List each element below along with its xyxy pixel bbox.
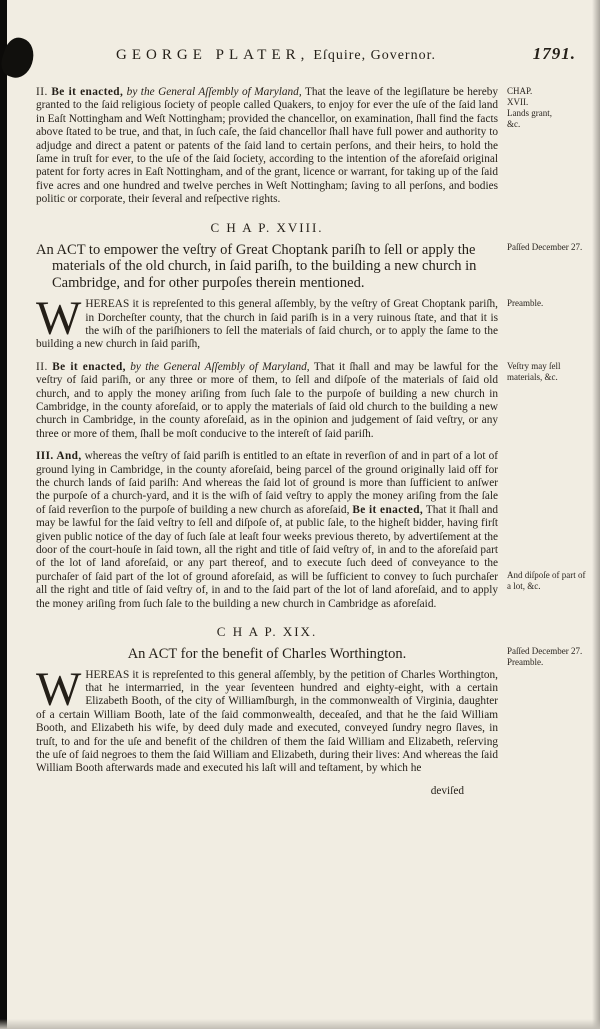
margin-note-passed-19 — [498, 646, 586, 668]
margin-line: CHAP. — [507, 86, 533, 96]
act-title-18: An ACT to empower the veſtry of Great Choptank pariſh to ſell or apply the materials of the old church, in ſaid pariſh, to the building a new church in Cambridge, and for other purpoſes therein mentioned. — [36, 241, 477, 291]
governor-title: Eſquire, Governor. — [313, 48, 436, 63]
margin-line: Lands grant, — [507, 108, 552, 118]
chap17-section2 — [36, 86, 498, 216]
scan-edge-bottom — [0, 1019, 600, 1029]
section-text: That it ſhall and may be lawful for the veſtry of ſaid pariſh, or any three or more of them, to ſell and diſpoſe of the materials of ſaid old church, and to apply the money ariſing from ſuch ſale to the purpoſe of building a new church in Cambridge, in the county aforeſaid, or to apply the materials of ſaid old church to the building a new church in Cambridge, in the county aforeſaid, as in the opinion and judgement of ſaid veſtry, or any three or more of them, ſhall be moſt conducive to the intereſt of ſaid pariſh. — [36, 360, 499, 440]
preamble-text: HEREAS it is repreſented to this general aſſembly, by the veſtry of Great Choptank pariſh, in Dorcheſter county, that the church in ſaid pariſh is in a very ruinous ſtate, and that it is the wiſh of the pariſhioners to ſell the materials of ſaid church, or to apply the ſame to the building a new church in ſaid pariſh, — [36, 298, 498, 351]
chap18-title-block — [36, 242, 498, 299]
assembly-phrase: by the General Aſſembly of Maryland, — [126, 86, 302, 98]
chap19-paragraph — [36, 662, 498, 776]
chap18-para3 — [36, 450, 498, 611]
margin-note-preamble-18 — [498, 298, 586, 309]
chap18-preamble — [36, 292, 498, 361]
chap17-para2 — [36, 86, 498, 207]
section-text-post: That it ſhall and may be lawful for the ſaid veſtry to ſell and diſpoſe of, at public ſale, to the higheſt bidder, having firſt given public notice of the day of ſuch ſale at leaſt four weeks previous thereto, by advertiſement at the door of the court-houſe in ſaid town, all the right and title of ſaid veſtry of, in and to the aforeſaid part of the lot of land aforeſaid, or any part thereof, and to execute ſuch deed of conveyance to the purchaſer of ſaid part of the lot of ground aforeſaid, as will be ſufficient to convey to ſuch purchaſer all the right and title of ſaid veſtry of, in and to the ſaid part of the lot of land aforeſaid, and to apply the money ariſing from ſuch ſale to the building a new church in Cambridge as aforeſaid. — [36, 503, 499, 610]
margin-note-passed-18 — [498, 242, 586, 253]
chap18-section3-row — [36, 450, 586, 620]
section-number: III. And, — [36, 450, 82, 463]
chap18-preamble-row — [36, 292, 586, 361]
chap18-section2 — [36, 361, 498, 450]
governor-name: GEORGE PLATER, — [116, 47, 310, 63]
passed-date: Paſſed December 27. — [507, 241, 583, 252]
running-header — [36, 46, 586, 70]
section-number: II. — [36, 86, 48, 98]
margin-line: Veſtry may ſell materials, &c. — [507, 360, 561, 382]
scan-edge-left — [0, 0, 7, 1029]
act-title-19: An ACT for the benefit of Charles Worthington. — [127, 646, 407, 663]
enacting-phrase: Be it enacted, — [352, 503, 424, 516]
section-text: That the leave of the legiſlature be hereby granted to the ſaid religious ſociety of people called Quakers, to enjoy for ever the uſe of the ſaid land in Eaſt Nottingham and Weſt Nottingham; provided the chancellor, on examination, ſhall find the facts above ſtated to be true, and that, in ſuch caſe, the ſaid chancellor ſhall have full power and authority to adjudge and direct a patent or patents of the ſaid land to certain perſons, and their heirs, to hold the ſame in truſt for ever, to the uſe of the ſaid ſociety, according to the intention of the aforeſaid original patent for forty acres in Eaſt Nottingham, and of the grant, licence or warrant, for taking up of the ſaid five acres and one hundred and twelve perches in Weſt Nottingham; ſaving to all perſons, and bodies politic or corporate, their ſeveral and reſpective rights. — [36, 86, 499, 206]
chap18-title-row — [36, 242, 586, 299]
chap17-section2-row — [36, 86, 586, 216]
scan-edge-right — [592, 0, 600, 1029]
assembly-phrase: by the General Aſſembly of Maryland, — [130, 360, 310, 373]
chap19-title-block — [36, 646, 498, 669]
preamble-label: Preamble. — [507, 298, 544, 309]
chap18-section3 — [36, 450, 498, 620]
margin-note-dispose — [498, 450, 586, 592]
section-number: II. — [36, 360, 48, 373]
chap19-title-row — [36, 646, 586, 669]
body-text: HEREAS it is repreſented to this general aſſembly, by the petition of Charles Worthington, that he intermarried, in the year ſeventeen hundred and eighty-eight, with a certain Elizabeth Booth, of the city of Williamſburgh, in the commonwealth of Virginia, daughter of a certain William Booth, late of the ſaid commonwealth, deceaſed, and that he the ſaid William Booth, and Elizabeth his wife, by deed duly made and executed, conveyed ſundry negro ſlaves, in truſt, to and for the uſe and benefit of the children of them the ſaid William and Elizabeth, reſerving the uſe of ſaid negroes to them the ſaid William and Elizabeth, during their lives: And whereas the ſaid William Booth afterwards made and executed his laſt will and teſtament, by which he — [36, 668, 498, 775]
chapter-heading-19: C H A P. XIX. — [216, 624, 318, 640]
enacting-phrase: Be it enacted, — [51, 86, 124, 98]
margin-note-vestry — [498, 361, 586, 383]
enacting-phrase: Be it enacted, — [52, 360, 126, 373]
margin-line: And diſpoſe of part of a lot, &c. — [507, 570, 586, 592]
preamble-paragraph — [36, 292, 498, 352]
dropcap-w: W — [36, 662, 82, 716]
catchword: deviſed — [430, 784, 464, 797]
margin-line: XVII. — [507, 97, 529, 107]
chap18-section2-row — [36, 361, 586, 450]
preamble-label: Preamble. — [507, 657, 544, 668]
chap18-para2 — [36, 361, 498, 441]
section-text-pre: whereas the veſtry of ſaid pariſh is entitled to an eſtate in reverſion of and in part of a lot of ground lying in Cambridge, in the county aforeſaid, being parcel of the ground originally laid off for the church lands of ſaid pariſh: And whereas the ſaid lot of ground is more than ſufficient to anſwer the purpoſe of a church-yard, and it is the wiſh of ſaid veſtry to apply the money ariſing from the ſale of ſaid reverſion to the purpoſe of building a new church as aforeſaid, — [36, 450, 498, 516]
chap19-body — [36, 662, 498, 798]
margin-note-chap17 — [498, 86, 586, 130]
page-year: 1791. — [532, 44, 576, 63]
passed-date: Paſſed December 27. — [507, 646, 583, 657]
chapter-heading-18: C H A P. XVIII. — [210, 219, 324, 235]
margin-line: &c. — [507, 119, 521, 129]
dropcap-w: W — [36, 292, 82, 346]
